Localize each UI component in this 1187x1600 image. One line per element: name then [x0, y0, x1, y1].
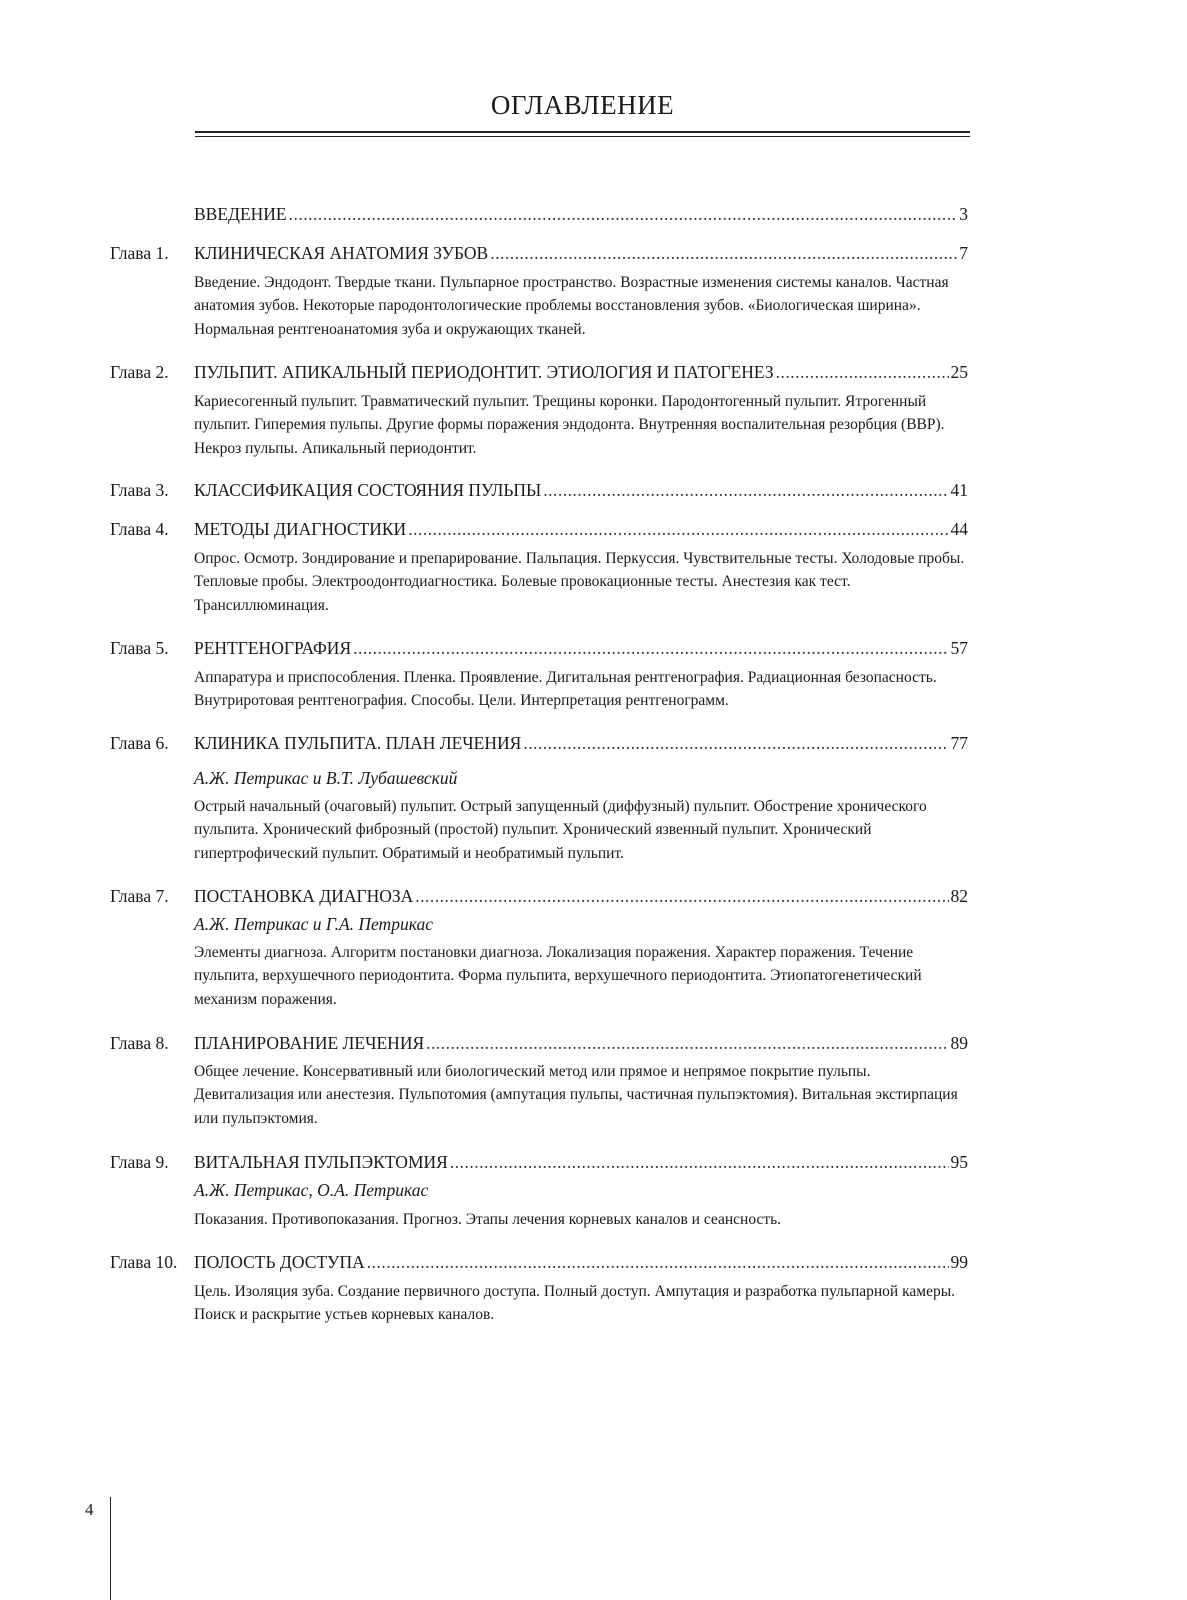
- page-title: ОГЛАВЛЕНИЕ: [490, 90, 675, 120]
- dot-leader: [367, 1252, 949, 1273]
- entry-page: 7: [959, 243, 968, 263]
- entry-page: 77: [950, 733, 968, 753]
- entry-description: Введение. Эндодонт. Твердые ткани. Пульпарное пространство. Возрастные изменения системы каналов. Частная анатомия зубов. Некоторые пародонтологические проблемы восстановления зубов. «Биологическая ширина». Нормальная рентгеноанатомия зуба и окружающих тканей.: [194, 274, 949, 338]
- entry-description: Кариесогенный пульпит. Травматический пульпит. Трещины коронки. Пародонтогенный пульпит. Ятрогенный пульпит. Гиперемия пульпы. Другие формы поражения эндодонта. Внутренняя воспалительная резорбция (ВВР). Некроз пульпы. Апикальный периодонтит.: [194, 393, 945, 457]
- title-rule-thick: [195, 131, 970, 133]
- entry-page: 3: [959, 204, 968, 224]
- entry-title[interactable]: КЛИНИЧЕСКАЯ АНАТОМИЯ ЗУБОВ: [194, 243, 489, 263]
- entry-description: Показания. Противопоказания. Прогноз. Этапы лечения корневых каналов и сеансность.: [194, 1211, 782, 1228]
- entry-description: Острый начальный (очаговый) пульпит. Острый запущенный (диффузный) пульпит. Обострение хронического пульпита. Хронический фиброзный (простой) пульпит. Хронический язвенный пульпит. Хронический гипертрофический пульпит. Обратимый и необратимый пульпит.: [194, 798, 927, 862]
- entry-page: 57: [950, 638, 968, 658]
- page-number: 4: [85, 1500, 94, 1519]
- dot-leader: [523, 733, 948, 754]
- entry-title[interactable]: КЛАССИФИКАЦИЯ СОСТОЯНИЯ ПУЛЬПЫ: [194, 480, 542, 500]
- entry-description: Опрос. Осмотр. Зондирование и препарирование. Пальпация. Перкуссия. Чувствительные тесты. Холодовые пробы. Тепловые пробы. Электроодонтодиагностика. Болевые провокационные тесты. Анестезия как тест. Трансиллюминация.: [194, 550, 965, 614]
- dot-leader: [543, 480, 948, 501]
- entry-title[interactable]: РЕНТГЕНОГРАФИЯ: [194, 638, 352, 658]
- entry-title[interactable]: ВИТАЛЬНАЯ ПУЛЬПЭКТОМИЯ: [194, 1152, 448, 1172]
- entry-description: Аппаратура и приспособления. Пленка. Проявление. Дигитальная рентгенография. Радиационная безопасность. Внутриротовая рентгенография. Способы. Цели. Интерпретация рентгенограмм.: [194, 669, 937, 710]
- entry-description: Цель. Изоляция зуба. Создание первичного доступа. Полный доступ. Ампутация и разработка пульпарной камеры. Поиск и раскрытие устьев корневых каналов.: [194, 1283, 955, 1324]
- entry-page: 95: [950, 1152, 968, 1172]
- chapter-number: Глава 7.: [110, 886, 169, 906]
- entry-title[interactable]: ВВЕДЕНИЕ: [194, 204, 287, 224]
- entry-title[interactable]: ПОЛОСТЬ ДОСТУПА: [194, 1252, 365, 1272]
- entry-page: 44: [950, 519, 968, 539]
- entry-description: Общее лечение. Консервативный или биологический метод или прямое и непрямое покрытие пульпы. Девитализация или анестезия. Пульпотомия (ампутация пульпы, частичная пульпэктомия). Витальная экстирпация или пульпэктомия.: [194, 1063, 958, 1127]
- entry-author: А.Ж. Петрикас, О.А. Петрикас: [194, 1180, 429, 1200]
- chapter-number: Глава 4.: [110, 519, 169, 539]
- chapter-number: Глава 8.: [110, 1033, 169, 1053]
- chapter-number: Глава 6.: [110, 733, 169, 753]
- dot-leader: [490, 243, 957, 264]
- entry-page: 89: [950, 1033, 968, 1053]
- entry-title[interactable]: ПЛАНИРОВАНИЕ ЛЕЧЕНИЯ: [194, 1033, 425, 1053]
- entry-title[interactable]: КЛИНИКА ПУЛЬПИТА. ПЛАН ЛЕЧЕНИЯ: [194, 733, 522, 753]
- chapter-number: Глава 5.: [110, 638, 169, 658]
- entry-author: А.Ж. Петрикас и В.Т. Лубашевский: [194, 768, 458, 788]
- chapter-number: Глава 1.: [110, 243, 169, 263]
- dot-leader: [450, 1152, 949, 1173]
- title-rule-thin: [195, 136, 970, 137]
- entry-author: А.Ж. Петрикас и Г.А. Петрикас: [194, 914, 433, 934]
- dot-leader: [776, 362, 949, 383]
- chapter-number: Глава 10.: [110, 1252, 178, 1272]
- entry-page: 41: [950, 480, 968, 500]
- dot-leader: [415, 886, 948, 907]
- entry-title[interactable]: ПОСТАНОВКА ДИАГНОЗА: [194, 886, 414, 906]
- entry-page: 99: [950, 1252, 968, 1272]
- entry-title[interactable]: МЕТОДЫ ДИАГНОСТИКИ: [194, 519, 407, 539]
- dot-leader: [353, 638, 948, 659]
- dot-leader: [408, 519, 948, 540]
- entry-page: 25: [950, 362, 968, 382]
- dot-leader: [426, 1033, 948, 1054]
- chapter-number: Глава 3.: [110, 480, 169, 500]
- chapter-number: Глава 9.: [110, 1152, 169, 1172]
- folio-vertical-rule: [110, 1497, 111, 1600]
- dot-leader: [289, 204, 958, 225]
- chapter-number: Глава 2.: [110, 362, 169, 382]
- entry-page: 82: [950, 886, 968, 906]
- entry-title[interactable]: ПУЛЬПИТ. АПИКАЛЬНЫЙ ПЕРИОДОНТИТ. ЭТИОЛОГИЯ И ПАТОГЕНЕЗ: [194, 362, 774, 382]
- entry-description: Элементы диагноза. Алгоритм постановки диагноза. Локализация поражения. Характер поражения. Течение пульпита, верхушечного периодонтита. Форма пульпита, верхушечного периодонтита. Этиопатогенетический механизм поражения.: [194, 944, 922, 1008]
